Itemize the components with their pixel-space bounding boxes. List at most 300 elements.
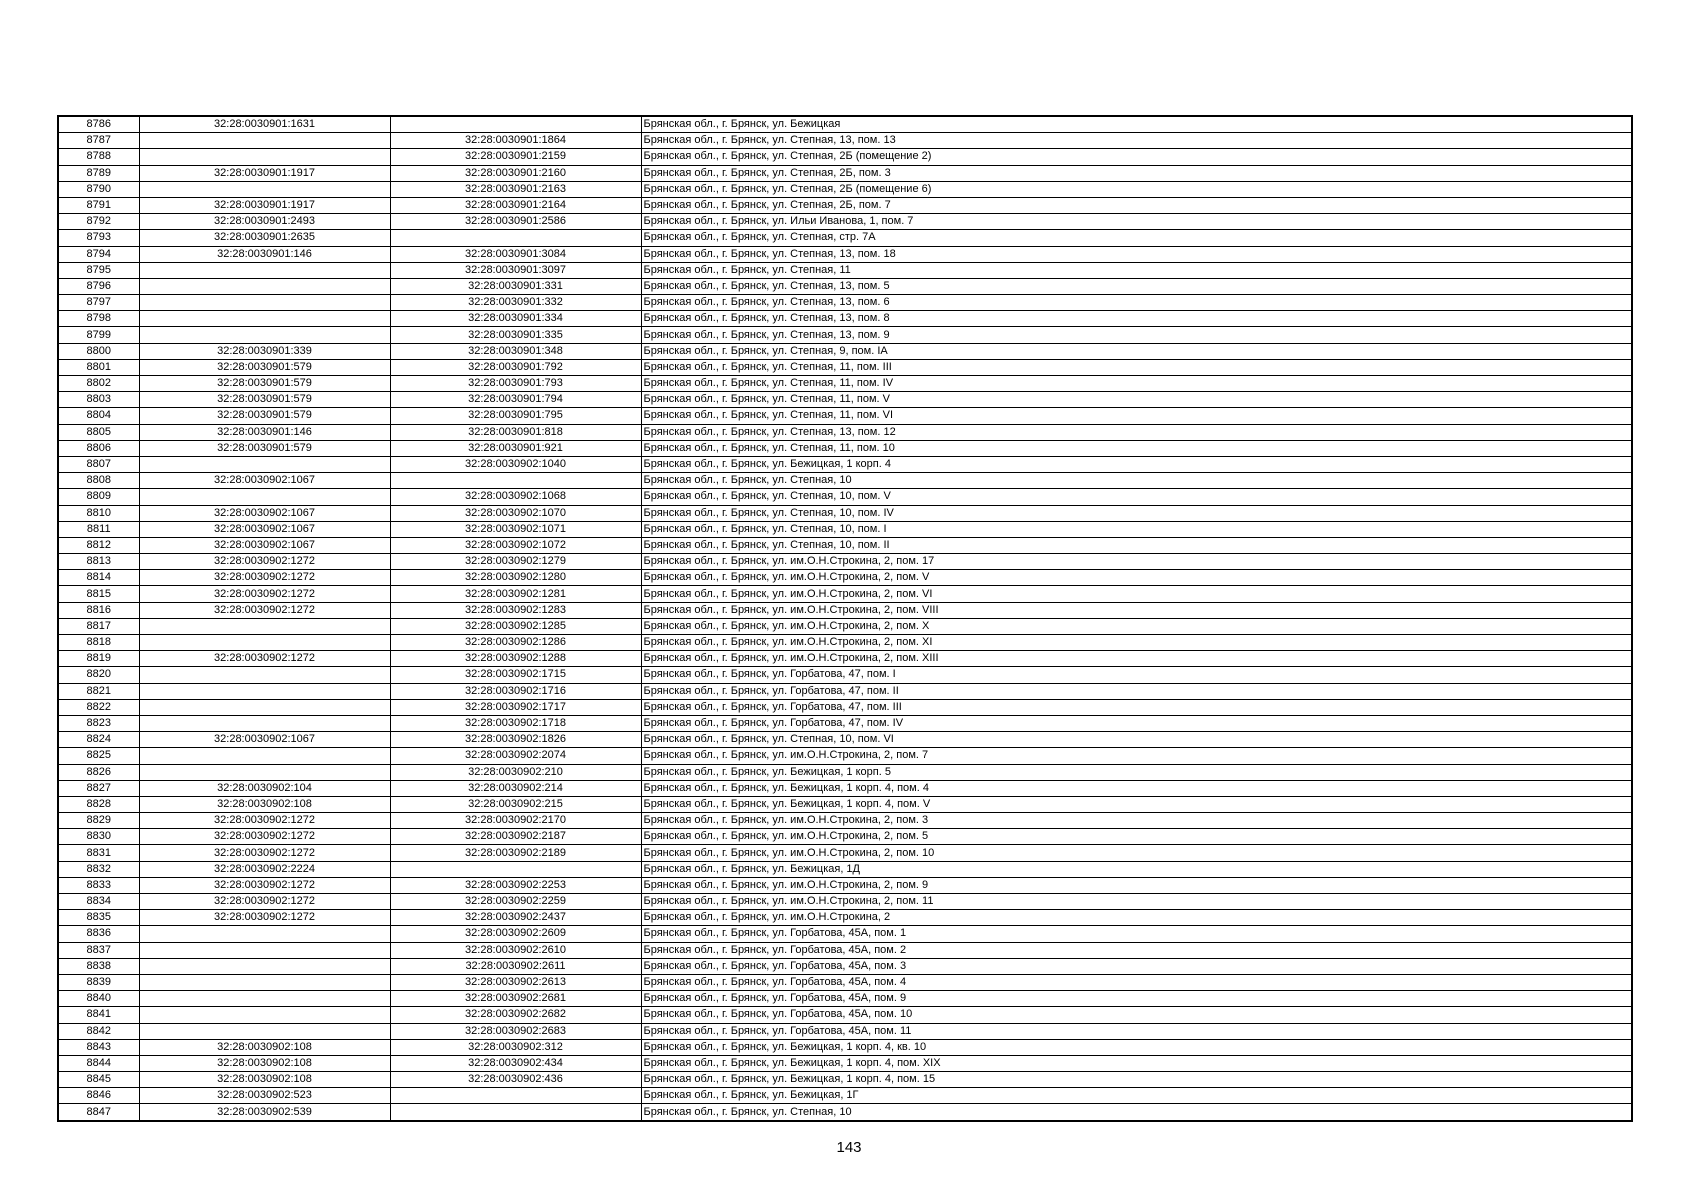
table-row — [58, 796, 1632, 812]
address-cell: Брянская обл., г. Брянск, ул. Бежицкая, 1 корп. 4 — [641, 456, 1632, 472]
address-cell: Брянская обл., г. Брянск, ул. Бежицкая, 1Д — [641, 861, 1632, 877]
table-row — [58, 926, 1632, 942]
address-cell: Брянская обл., г. Брянск, ул. Горбатова, 45А, пом. 11 — [641, 1023, 1632, 1039]
table-row — [58, 1088, 1632, 1104]
table-row — [58, 715, 1632, 731]
row-number-cell: 8789 — [58, 165, 139, 181]
address-cell: Брянская обл., г. Брянск, ул. Степная, 13, пом. 13 — [641, 133, 1632, 149]
row-number-cell: 8845 — [58, 1072, 139, 1088]
cadastral-number-cell: 32:28:0030902:1826 — [390, 732, 641, 748]
table-row — [58, 359, 1632, 375]
row-number-cell: 8836 — [58, 926, 139, 942]
row-number-cell: 8818 — [58, 635, 139, 651]
row-number-cell: 8816 — [58, 602, 139, 618]
table-row — [58, 651, 1632, 667]
row-number-cell: 8831 — [58, 845, 139, 861]
table-row — [58, 392, 1632, 408]
table-row — [58, 230, 1632, 246]
address-cell: Брянская обл., г. Брянск, ул. им.О.Н.Строкина, 2, пом. 10 — [641, 845, 1632, 861]
cadastral-number-cell: 32:28:0030902:1071 — [390, 521, 641, 537]
table-row — [58, 278, 1632, 294]
parent-cadastral-number-cell — [139, 311, 390, 327]
parent-cadastral-number-cell — [139, 683, 390, 699]
parent-cadastral-number-cell: 32:28:0030902:108 — [139, 796, 390, 812]
row-number-cell: 8795 — [58, 262, 139, 278]
registry-table — [57, 115, 1633, 1122]
parent-cadastral-number-cell: 32:28:0030902:539 — [139, 1104, 390, 1121]
parent-cadastral-number-cell — [139, 991, 390, 1007]
table-row — [58, 376, 1632, 392]
cadastral-number-cell: 32:28:0030901:348 — [390, 343, 641, 359]
address-cell: Брянская обл., г. Брянск, ул. Степная, 2Б (помещение 2) — [641, 149, 1632, 165]
table-row — [58, 813, 1632, 829]
cadastral-number-cell: 32:28:0030902:210 — [390, 764, 641, 780]
cadastral-number-cell — [390, 230, 641, 246]
cadastral-number-cell: 32:28:0030902:2074 — [390, 748, 641, 764]
row-number-cell: 8846 — [58, 1088, 139, 1104]
cadastral-number-cell: 32:28:0030901:792 — [390, 359, 641, 375]
table-row — [58, 683, 1632, 699]
cadastral-number-cell: 32:28:0030902:1279 — [390, 554, 641, 570]
table-row — [58, 311, 1632, 327]
row-number-cell: 8813 — [58, 554, 139, 570]
address-cell: Брянская обл., г. Брянск, ул. Степная, 13, пом. 9 — [641, 327, 1632, 343]
row-number-cell: 8802 — [58, 376, 139, 392]
parent-cadastral-number-cell — [139, 618, 390, 634]
parent-cadastral-number-cell: 32:28:0030901:579 — [139, 440, 390, 456]
address-cell: Брянская обл., г. Брянск, ул. Степная, 10, пом. V — [641, 489, 1632, 505]
cadastral-number-cell: 32:28:0030902:434 — [390, 1055, 641, 1071]
parent-cadastral-number-cell: 32:28:0030902:104 — [139, 780, 390, 796]
parent-cadastral-number-cell: 32:28:0030902:1272 — [139, 829, 390, 845]
table-row — [58, 845, 1632, 861]
cadastral-number-cell — [390, 116, 641, 133]
cadastral-number-cell: 32:28:0030901:818 — [390, 424, 641, 440]
parent-cadastral-number-cell: 32:28:0030901:579 — [139, 408, 390, 424]
address-cell: Брянская обл., г. Брянск, ул. Ильи Иванова, 1, пом. 7 — [641, 214, 1632, 230]
cadastral-number-cell: 32:28:0030902:1072 — [390, 537, 641, 553]
cadastral-number-cell: 32:28:0030901:2159 — [390, 149, 641, 165]
parent-cadastral-number-cell: 32:28:0030902:108 — [139, 1055, 390, 1071]
cadastral-number-cell: 32:28:0030901:2163 — [390, 181, 641, 197]
row-number-cell: 8833 — [58, 877, 139, 893]
address-cell: Брянская обл., г. Брянск, ул. Бежицкая — [641, 116, 1632, 133]
table-row — [58, 116, 1632, 133]
cadastral-number-cell: 32:28:0030901:793 — [390, 376, 641, 392]
cadastral-number-cell: 32:28:0030902:2682 — [390, 1007, 641, 1023]
address-cell: Брянская обл., г. Брянск, ул. Степная, 10, пом. IV — [641, 505, 1632, 521]
address-cell: Брянская обл., г. Брянск, ул. Степная, 10, пом. I — [641, 521, 1632, 537]
row-number-cell: 8815 — [58, 586, 139, 602]
parent-cadastral-number-cell: 32:28:0030901:579 — [139, 392, 390, 408]
row-number-cell: 8820 — [58, 667, 139, 683]
address-cell: Брянская обл., г. Брянск, ул. Степная, 11, пом. 10 — [641, 440, 1632, 456]
table-row — [58, 165, 1632, 181]
address-cell: Брянская обл., г. Брянск, ул. Степная, 9, пом. IA — [641, 343, 1632, 359]
row-number-cell: 8788 — [58, 149, 139, 165]
parent-cadastral-number-cell: 32:28:0030901:146 — [139, 424, 390, 440]
row-number-cell: 8797 — [58, 295, 139, 311]
cadastral-number-cell: 32:28:0030902:436 — [390, 1072, 641, 1088]
parent-cadastral-number-cell: 32:28:0030902:1272 — [139, 845, 390, 861]
cadastral-number-cell — [390, 1104, 641, 1121]
cadastral-number-cell: 32:28:0030901:2164 — [390, 197, 641, 213]
row-number-cell: 8810 — [58, 505, 139, 521]
cadastral-number-cell: 32:28:0030902:1068 — [390, 489, 641, 505]
row-number-cell: 8821 — [58, 683, 139, 699]
cadastral-number-cell: 32:28:0030901:1864 — [390, 133, 641, 149]
table-row — [58, 133, 1632, 149]
parent-cadastral-number-cell: 32:28:0030902:108 — [139, 1072, 390, 1088]
address-cell: Брянская обл., г. Брянск, ул. им.О.Н.Строкина, 2, пом. VI — [641, 586, 1632, 602]
row-number-cell: 8834 — [58, 894, 139, 910]
cadastral-number-cell: 32:28:0030901:2586 — [390, 214, 641, 230]
registry-table-body — [58, 116, 1632, 1121]
cadastral-number-cell: 32:28:0030902:2609 — [390, 926, 641, 942]
cadastral-number-cell: 32:28:0030901:795 — [390, 408, 641, 424]
cadastral-number-cell: 32:28:0030902:1283 — [390, 602, 641, 618]
table-row — [58, 537, 1632, 553]
table-row — [58, 602, 1632, 618]
row-number-cell: 8812 — [58, 537, 139, 553]
address-cell: Брянская обл., г. Брянск, ул. им.О.Н.Строкина, 2, пом. 5 — [641, 829, 1632, 845]
address-cell: Брянская обл., г. Брянск, ул. им.О.Н.Строкина, 2, пом. 9 — [641, 877, 1632, 893]
parent-cadastral-number-cell: 32:28:0030901:339 — [139, 343, 390, 359]
parent-cadastral-number-cell: 32:28:0030902:523 — [139, 1088, 390, 1104]
cadastral-number-cell: 32:28:0030902:214 — [390, 780, 641, 796]
row-number-cell: 8791 — [58, 197, 139, 213]
table-row — [58, 327, 1632, 343]
address-cell: Брянская обл., г. Брянск, ул. Горбатова, 47, пом. I — [641, 667, 1632, 683]
parent-cadastral-number-cell — [139, 1023, 390, 1039]
address-cell: Брянская обл., г. Брянск, ул. им.О.Н.Строкина, 2, пом. VIII — [641, 602, 1632, 618]
row-number-cell: 8844 — [58, 1055, 139, 1071]
row-number-cell: 8786 — [58, 116, 139, 133]
cadastral-number-cell: 32:28:0030902:2683 — [390, 1023, 641, 1039]
row-number-cell: 8847 — [58, 1104, 139, 1121]
address-cell: Брянская обл., г. Брянск, ул. им.О.Н.Строкина, 2, пом. 3 — [641, 813, 1632, 829]
address-cell: Брянская обл., г. Брянск, ул. Степная, 13, пом. 6 — [641, 295, 1632, 311]
row-number-cell: 8835 — [58, 910, 139, 926]
row-number-cell: 8793 — [58, 230, 139, 246]
address-cell: Брянская обл., г. Брянск, ул. Бежицкая, 1 корп. 4, пом. 15 — [641, 1072, 1632, 1088]
row-number-cell: 8804 — [58, 408, 139, 424]
row-number-cell: 8837 — [58, 942, 139, 958]
row-number-cell: 8840 — [58, 991, 139, 1007]
address-cell: Брянская обл., г. Брянск, ул. Степная, 13, пом. 5 — [641, 278, 1632, 294]
parent-cadastral-number-cell — [139, 456, 390, 472]
address-cell: Брянская обл., г. Брянск, ул. Горбатова, 45А, пом. 3 — [641, 958, 1632, 974]
cadastral-number-cell — [390, 1088, 641, 1104]
address-cell: Брянская обл., г. Брянск, ул. им.О.Н.Строкина, 2, пом. 7 — [641, 748, 1632, 764]
row-number-cell: 8841 — [58, 1007, 139, 1023]
row-number-cell: 8811 — [58, 521, 139, 537]
parent-cadastral-number-cell: 32:28:0030901:1917 — [139, 165, 390, 181]
parent-cadastral-number-cell — [139, 262, 390, 278]
row-number-cell: 8823 — [58, 715, 139, 731]
parent-cadastral-number-cell: 32:28:0030902:2224 — [139, 861, 390, 877]
cadastral-number-cell: 32:28:0030902:2170 — [390, 813, 641, 829]
row-number-cell: 8787 — [58, 133, 139, 149]
address-cell: Брянская обл., г. Брянск, ул. Степная, 2Б (помещение 6) — [641, 181, 1632, 197]
table-row — [58, 764, 1632, 780]
parent-cadastral-number-cell: 32:28:0030902:1272 — [139, 586, 390, 602]
parent-cadastral-number-cell: 32:28:0030901:146 — [139, 246, 390, 262]
address-cell: Брянская обл., г. Брянск, ул. Горбатова, 47, пом. III — [641, 699, 1632, 715]
table-row — [58, 149, 1632, 165]
row-number-cell: 8829 — [58, 813, 139, 829]
table-row — [58, 877, 1632, 893]
parent-cadastral-number-cell: 32:28:0030901:2493 — [139, 214, 390, 230]
table-row — [58, 910, 1632, 926]
address-cell: Брянская обл., г. Брянск, ул. Бежицкая, 1 корп. 4, кв. 10 — [641, 1039, 1632, 1055]
address-cell: Брянская обл., г. Брянск, ул. Степная, 11, пом. VI — [641, 408, 1632, 424]
cadastral-number-cell — [390, 861, 641, 877]
parent-cadastral-number-cell: 32:28:0030901:2635 — [139, 230, 390, 246]
table-row — [58, 991, 1632, 1007]
address-cell: Брянская обл., г. Брянск, ул. им.О.Н.Строкина, 2, пом. 11 — [641, 894, 1632, 910]
row-number-cell: 8805 — [58, 424, 139, 440]
address-cell: Брянская обл., г. Брянск, ул. Степная, 13, пом. 12 — [641, 424, 1632, 440]
parent-cadastral-number-cell — [139, 278, 390, 294]
parent-cadastral-number-cell: 32:28:0030902:1272 — [139, 651, 390, 667]
parent-cadastral-number-cell: 32:28:0030902:1067 — [139, 537, 390, 553]
address-cell: Брянская обл., г. Брянск, ул. Степная, 10, пом. II — [641, 537, 1632, 553]
cadastral-number-cell: 32:28:0030902:215 — [390, 796, 641, 812]
table-row — [58, 1072, 1632, 1088]
parent-cadastral-number-cell — [139, 974, 390, 990]
parent-cadastral-number-cell: 32:28:0030902:1067 — [139, 732, 390, 748]
cadastral-number-cell: 32:28:0030902:1717 — [390, 699, 641, 715]
row-number-cell: 8803 — [58, 392, 139, 408]
table-row — [58, 618, 1632, 634]
table-row — [58, 635, 1632, 651]
parent-cadastral-number-cell: 32:28:0030902:1272 — [139, 910, 390, 926]
cadastral-number-cell: 32:28:0030901:794 — [390, 392, 641, 408]
table-row — [58, 473, 1632, 489]
table-row — [58, 343, 1632, 359]
address-cell: Брянская обл., г. Брянск, ул. им.О.Н.Строкина, 2 — [641, 910, 1632, 926]
row-number-cell: 8825 — [58, 748, 139, 764]
cadastral-number-cell: 32:28:0030902:1070 — [390, 505, 641, 521]
address-cell: Брянская обл., г. Брянск, ул. Степная, 10, пом. VI — [641, 732, 1632, 748]
address-cell: Брянская обл., г. Брянск, ул. им.О.Н.Строкина, 2, пом. V — [641, 570, 1632, 586]
table-row — [58, 424, 1632, 440]
address-cell: Брянская обл., г. Брянск, ул. Степная, 11, пом. IV — [641, 376, 1632, 392]
row-number-cell: 8790 — [58, 181, 139, 197]
address-cell: Брянская обл., г. Брянск, ул. Бежицкая, 1 корп. 4, пом. V — [641, 796, 1632, 812]
table-row — [58, 942, 1632, 958]
parent-cadastral-number-cell — [139, 715, 390, 731]
address-cell: Брянская обл., г. Брянск, ул. Бежицкая, 1Г — [641, 1088, 1632, 1104]
cadastral-number-cell: 32:28:0030902:2611 — [390, 958, 641, 974]
cadastral-number-cell: 32:28:0030902:1718 — [390, 715, 641, 731]
row-number-cell: 8838 — [58, 958, 139, 974]
row-number-cell: 8796 — [58, 278, 139, 294]
table-row — [58, 1104, 1632, 1121]
address-cell: Брянская обл., г. Брянск, ул. Горбатова, 45А, пом. 1 — [641, 926, 1632, 942]
parent-cadastral-number-cell — [139, 181, 390, 197]
parent-cadastral-number-cell: 32:28:0030901:579 — [139, 359, 390, 375]
table-row — [58, 440, 1632, 456]
row-number-cell: 8830 — [58, 829, 139, 845]
address-cell: Брянская обл., г. Брянск, ул. Степная, 10 — [641, 473, 1632, 489]
cadastral-number-cell: 32:28:0030902:2437 — [390, 910, 641, 926]
parent-cadastral-number-cell: 32:28:0030902:1272 — [139, 877, 390, 893]
parent-cadastral-number-cell — [139, 942, 390, 958]
cadastral-number-cell: 32:28:0030901:921 — [390, 440, 641, 456]
cadastral-number-cell: 32:28:0030901:3097 — [390, 262, 641, 278]
cadastral-number-cell: 32:28:0030902:1286 — [390, 635, 641, 651]
parent-cadastral-number-cell — [139, 133, 390, 149]
table-row — [58, 456, 1632, 472]
table-row — [58, 586, 1632, 602]
parent-cadastral-number-cell — [139, 1007, 390, 1023]
parent-cadastral-number-cell — [139, 699, 390, 715]
address-cell: Брянская обл., г. Брянск, ул. им.О.Н.Строкина, 2, пом. XIII — [641, 651, 1632, 667]
parent-cadastral-number-cell: 32:28:0030902:1067 — [139, 505, 390, 521]
row-number-cell: 8826 — [58, 764, 139, 780]
address-cell: Брянская обл., г. Брянск, ул. Степная, 11, пом. III — [641, 359, 1632, 375]
cadastral-number-cell: 32:28:0030902:312 — [390, 1039, 641, 1055]
row-number-cell: 8832 — [58, 861, 139, 877]
parent-cadastral-number-cell: 32:28:0030902:1272 — [139, 813, 390, 829]
parent-cadastral-number-cell: 32:28:0030902:1272 — [139, 602, 390, 618]
address-cell: Брянская обл., г. Брянск, ул. Горбатова, 45А, пом. 9 — [641, 991, 1632, 1007]
row-number-cell: 8814 — [58, 570, 139, 586]
address-cell: Брянская обл., г. Брянск, ул. Степная, стр. 7А — [641, 230, 1632, 246]
cadastral-number-cell: 32:28:0030902:1281 — [390, 586, 641, 602]
row-number-cell: 8824 — [58, 732, 139, 748]
cadastral-number-cell: 32:28:0030901:2160 — [390, 165, 641, 181]
cadastral-number-cell: 32:28:0030901:335 — [390, 327, 641, 343]
row-number-cell: 8843 — [58, 1039, 139, 1055]
address-cell: Брянская обл., г. Брянск, ул. им.О.Н.Строкина, 2, пом. XI — [641, 635, 1632, 651]
cadastral-number-cell: 32:28:0030901:332 — [390, 295, 641, 311]
row-number-cell: 8822 — [58, 699, 139, 715]
cadastral-number-cell: 32:28:0030901:3084 — [390, 246, 641, 262]
table-row — [58, 1055, 1632, 1071]
cadastral-number-cell: 32:28:0030902:2189 — [390, 845, 641, 861]
cadastral-number-cell: 32:28:0030902:2259 — [390, 894, 641, 910]
table-row — [58, 489, 1632, 505]
row-number-cell: 8827 — [58, 780, 139, 796]
row-number-cell: 8828 — [58, 796, 139, 812]
parent-cadastral-number-cell — [139, 926, 390, 942]
table-row — [58, 214, 1632, 230]
parent-cadastral-number-cell — [139, 489, 390, 505]
table-row — [58, 295, 1632, 311]
parent-cadastral-number-cell — [139, 667, 390, 683]
address-cell: Брянская обл., г. Брянск, ул. Степная, 11 — [641, 262, 1632, 278]
parent-cadastral-number-cell — [139, 748, 390, 764]
table-row — [58, 829, 1632, 845]
parent-cadastral-number-cell: 32:28:0030902:108 — [139, 1039, 390, 1055]
cadastral-number-cell: 32:28:0030902:1715 — [390, 667, 641, 683]
row-number-cell: 8799 — [58, 327, 139, 343]
row-number-cell: 8801 — [58, 359, 139, 375]
table-row — [58, 1039, 1632, 1055]
table-row — [58, 780, 1632, 796]
parent-cadastral-number-cell — [139, 149, 390, 165]
address-cell: Брянская обл., г. Брянск, ул. им.О.Н.Строкина, 2, пом. X — [641, 618, 1632, 634]
row-number-cell: 8809 — [58, 489, 139, 505]
row-number-cell: 8839 — [58, 974, 139, 990]
table-row — [58, 958, 1632, 974]
parent-cadastral-number-cell: 32:28:0030901:1917 — [139, 197, 390, 213]
row-number-cell: 8792 — [58, 214, 139, 230]
row-number-cell: 8819 — [58, 651, 139, 667]
table-row — [58, 748, 1632, 764]
table-row — [58, 699, 1632, 715]
cadastral-number-cell: 32:28:0030902:1285 — [390, 618, 641, 634]
table-row — [58, 408, 1632, 424]
cadastral-number-cell: 32:28:0030902:2187 — [390, 829, 641, 845]
parent-cadastral-number-cell: 32:28:0030902:1067 — [139, 521, 390, 537]
parent-cadastral-number-cell: 32:28:0030902:1272 — [139, 570, 390, 586]
table-row — [58, 732, 1632, 748]
address-cell: Брянская обл., г. Брянск, ул. Степная, 2Б, пом. 7 — [641, 197, 1632, 213]
parent-cadastral-number-cell: 32:28:0030902:1272 — [139, 554, 390, 570]
parent-cadastral-number-cell — [139, 635, 390, 651]
row-number-cell: 8808 — [58, 473, 139, 489]
address-cell: Брянская обл., г. Брянск, ул. Степная, 2Б, пом. 3 — [641, 165, 1632, 181]
address-cell: Брянская обл., г. Брянск, ул. Бежицкая, 1 корп. 4, пом. 4 — [641, 780, 1632, 796]
parent-cadastral-number-cell: 32:28:0030901:1631 — [139, 116, 390, 133]
address-cell: Брянская обл., г. Брянск, ул. Горбатова, 45А, пом. 2 — [641, 942, 1632, 958]
table-row — [58, 667, 1632, 683]
cadastral-number-cell: 32:28:0030902:1716 — [390, 683, 641, 699]
table-row — [58, 554, 1632, 570]
address-cell: Брянская обл., г. Брянск, ул. им.О.Н.Строкина, 2, пом. 17 — [641, 554, 1632, 570]
page-number: 143 — [836, 1139, 862, 1156]
table-row — [58, 262, 1632, 278]
table-row — [58, 505, 1632, 521]
cadastral-number-cell: 32:28:0030902:2253 — [390, 877, 641, 893]
address-cell: Брянская обл., г. Брянск, ул. Горбатова, 45А, пом. 10 — [641, 1007, 1632, 1023]
parent-cadastral-number-cell: 32:28:0030901:579 — [139, 376, 390, 392]
table-row — [58, 246, 1632, 262]
address-cell: Брянская обл., г. Брянск, ул. Степная, 10 — [641, 1104, 1632, 1121]
table-row — [58, 181, 1632, 197]
table-row — [58, 521, 1632, 537]
parent-cadastral-number-cell: 32:28:0030902:1272 — [139, 894, 390, 910]
address-cell: Брянская обл., г. Брянск, ул. Степная, 13, пом. 8 — [641, 311, 1632, 327]
cadastral-number-cell: 32:28:0030902:2681 — [390, 991, 641, 1007]
address-cell: Брянская обл., г. Брянск, ул. Степная, 13, пом. 18 — [641, 246, 1632, 262]
row-number-cell: 8842 — [58, 1023, 139, 1039]
address-cell: Брянская обл., г. Брянск, ул. Бежицкая, 1 корп. 4, пом. XIX — [641, 1055, 1632, 1071]
address-cell: Брянская обл., г. Брянск, ул. Бежицкая, 1 корп. 5 — [641, 764, 1632, 780]
cadastral-number-cell: 32:28:0030902:1040 — [390, 456, 641, 472]
table-row — [58, 1023, 1632, 1039]
parent-cadastral-number-cell — [139, 295, 390, 311]
table-row — [58, 1007, 1632, 1023]
parent-cadastral-number-cell — [139, 958, 390, 974]
address-cell: Брянская обл., г. Брянск, ул. Горбатова, 47, пом. IV — [641, 715, 1632, 731]
cadastral-number-cell: 32:28:0030902:1280 — [390, 570, 641, 586]
cadastral-number-cell — [390, 473, 641, 489]
table-row — [58, 894, 1632, 910]
address-cell: Брянская обл., г. Брянск, ул. Горбатова, 47, пом. II — [641, 683, 1632, 699]
table-row — [58, 197, 1632, 213]
row-number-cell: 8817 — [58, 618, 139, 634]
cadastral-number-cell: 32:28:0030902:2613 — [390, 974, 641, 990]
row-number-cell: 8806 — [58, 440, 139, 456]
parent-cadastral-number-cell — [139, 764, 390, 780]
address-cell: Брянская обл., г. Брянск, ул. Степная, 11, пом. V — [641, 392, 1632, 408]
cadastral-number-cell: 32:28:0030901:331 — [390, 278, 641, 294]
